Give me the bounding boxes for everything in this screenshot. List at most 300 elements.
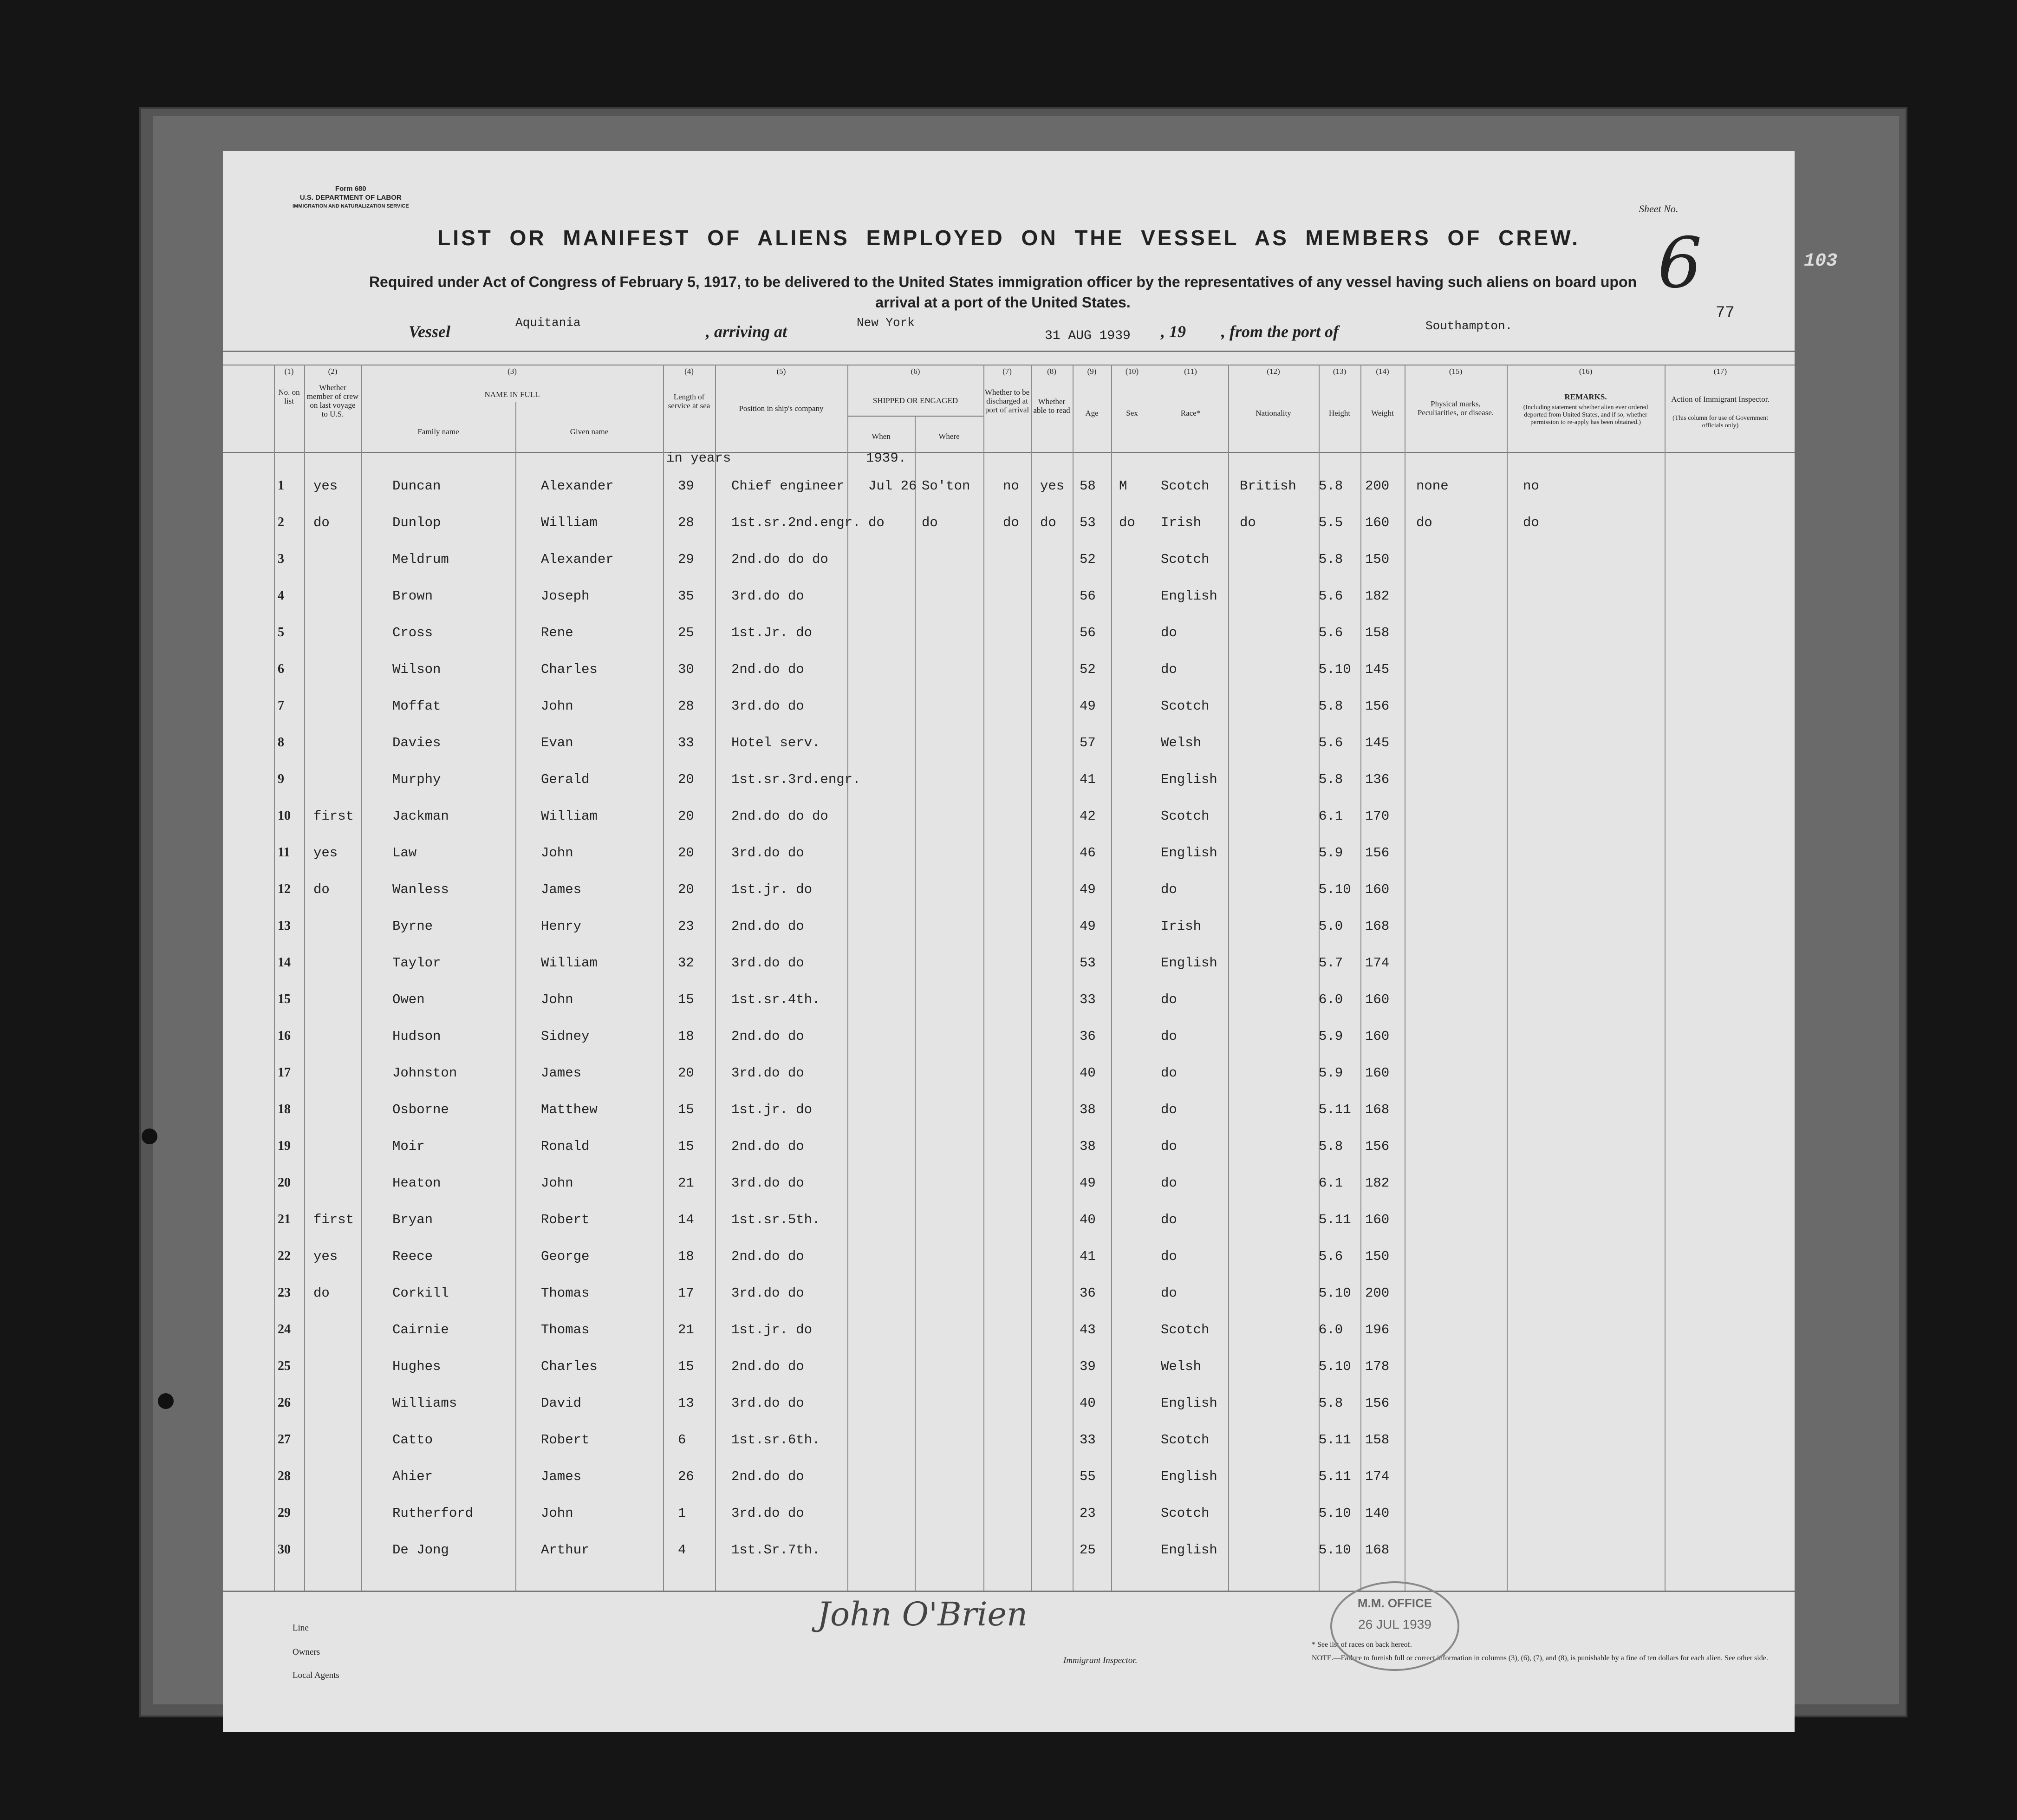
height-cell: 5.11	[1319, 1102, 1351, 1117]
age-cell: 58	[1080, 478, 1096, 494]
col-3-label: NAME IN FULL	[484, 390, 540, 399]
family-name-cell: Corkill	[392, 1285, 449, 1301]
column-rule	[515, 402, 516, 1591]
when-cell: do	[868, 515, 885, 530]
family-name-cell: Duncan	[392, 478, 441, 494]
service-cell: 15	[678, 992, 694, 1007]
height-cell: 5.8	[1319, 1396, 1343, 1411]
col-9-num: (9)	[1087, 367, 1097, 376]
col-6-when: When	[872, 432, 891, 441]
height-cell: 5.0	[1319, 919, 1343, 934]
position-cell: 2nd.do do	[731, 1249, 804, 1264]
service-cell: 32	[678, 955, 694, 971]
height-cell: 5.10	[1319, 1506, 1351, 1521]
age-cell: 53	[1080, 955, 1096, 971]
service-cell: 20	[678, 809, 694, 824]
given-name-cell: John	[541, 992, 573, 1007]
inspector-label: Immigrant Inspector.	[1063, 1656, 1138, 1665]
age-cell: 52	[1080, 662, 1096, 677]
column-rule	[1228, 365, 1229, 1591]
weight-cell: 168	[1365, 919, 1390, 934]
read-cell: do	[1040, 515, 1056, 530]
row-number: 12	[278, 882, 291, 896]
stamp-date: 26 JUL 1939	[1358, 1617, 1431, 1631]
family-name-cell: Osborne	[392, 1102, 449, 1117]
service-cell: 4	[678, 1542, 686, 1558]
family-name-cell: Hughes	[392, 1359, 441, 1374]
family-name-cell: Moir	[392, 1139, 425, 1154]
race-cell: Scotch	[1161, 809, 1210, 824]
age-cell: 56	[1080, 625, 1096, 640]
col-family-name: Family name	[417, 427, 459, 436]
row-number: 17	[278, 1065, 291, 1080]
col-16-label: REMARKS.	[1564, 392, 1607, 401]
family-name-cell: Moffat	[392, 698, 441, 714]
col-17-note: (This column for use of Government officials only)	[1672, 415, 1768, 429]
read-cell: yes	[1040, 478, 1065, 494]
col-6-where: Where	[938, 432, 960, 441]
col-7-label: Whether to be discharged at port of arrival	[984, 388, 1030, 414]
nationality-cell: British	[1240, 478, 1296, 494]
voyage-cell: first	[313, 1212, 354, 1227]
family-name-cell: Johnston	[392, 1065, 457, 1081]
column-rule	[663, 365, 664, 1591]
given-name-cell: Charles	[541, 1359, 598, 1374]
given-name-cell: James	[541, 1065, 582, 1081]
weight-cell: 158	[1365, 625, 1390, 640]
age-cell: 39	[1080, 1359, 1096, 1374]
race-cell: Welsh	[1161, 1359, 1202, 1374]
age-cell: 55	[1080, 1469, 1096, 1484]
service-cell: 6	[678, 1432, 686, 1448]
height-cell: 5.8	[1319, 772, 1343, 787]
row-number: 19	[278, 1139, 291, 1153]
col-10-num: (10)	[1125, 367, 1139, 376]
race-cell: English	[1161, 1469, 1217, 1484]
col-8-num: (8)	[1047, 367, 1056, 376]
race-cell: do	[1161, 1139, 1177, 1154]
rule	[223, 351, 1795, 352]
service-cell: 20	[678, 845, 694, 861]
row-number: 24	[278, 1322, 291, 1337]
position-cell: 3rd.do do	[731, 955, 804, 971]
height-cell: 5.9	[1319, 1065, 1343, 1081]
height-cell: 6.0	[1319, 992, 1343, 1007]
age-cell: 33	[1080, 1432, 1096, 1448]
col-1-label: No. on list	[278, 388, 300, 405]
given-name-cell: James	[541, 1469, 582, 1484]
position-cell: 2nd.do do	[731, 919, 804, 934]
family-name-cell: Brown	[392, 588, 433, 604]
rule	[847, 416, 983, 417]
manifest-subtitle: Required under Act of Congress of February 5, 1917, to be delivered to the United States immigration officer by the representatives of any vessel having such aliens on board upon arrival at a port of the United States.	[369, 274, 1637, 311]
family-name-cell: Catto	[392, 1432, 433, 1448]
given-name-cell: Alexander	[541, 478, 614, 494]
age-cell: 41	[1080, 1249, 1096, 1264]
col-14-label: Weight	[1371, 409, 1394, 417]
height-cell: 6.1	[1319, 1175, 1343, 1191]
family-name-cell: Davies	[392, 735, 441, 750]
family-name-cell: De Jong	[392, 1542, 449, 1558]
col-17-label: Action of Immigrant Inspector.	[1671, 395, 1770, 404]
row-number: 27	[278, 1432, 291, 1447]
age-cell: 36	[1080, 1285, 1096, 1301]
race-cell: English	[1161, 1396, 1217, 1411]
age-cell: 49	[1080, 882, 1096, 897]
age-cell: 53	[1080, 515, 1096, 530]
age-cell: 38	[1080, 1139, 1096, 1154]
voyage-cell: first	[313, 809, 354, 824]
weight-cell: 182	[1365, 588, 1390, 604]
position-cell: Hotel serv.	[731, 735, 820, 750]
given-name-cell: Robert	[541, 1432, 590, 1448]
weight-cell: 145	[1365, 735, 1390, 750]
column-rule	[1507, 365, 1508, 1591]
race-cell: Scotch	[1161, 1506, 1210, 1521]
race-cell: English	[1161, 955, 1217, 971]
age-cell: 57	[1080, 735, 1096, 750]
service-cell: 39	[678, 478, 694, 494]
col-15-num: (15)	[1449, 367, 1463, 376]
given-name-cell: Sidney	[541, 1029, 590, 1044]
height-cell: 5.6	[1319, 735, 1343, 750]
race-cell: Scotch	[1161, 1322, 1210, 1337]
height-cell: 5.8	[1319, 552, 1343, 567]
service-cell: 18	[678, 1029, 694, 1044]
races-note: * See list of races on back hereof.	[1312, 1641, 1412, 1649]
weight-cell: 200	[1365, 478, 1390, 494]
column-rule	[361, 365, 362, 1591]
from-port: Southampton.	[1425, 319, 1513, 333]
family-name-cell: Jackman	[392, 809, 449, 824]
row-number: 26	[278, 1396, 291, 1410]
position-cell: 3rd.do do	[731, 1285, 804, 1301]
position-cell: 2nd.do do	[731, 662, 804, 677]
given-name-cell: John	[541, 698, 573, 714]
weight-cell: 158	[1365, 1432, 1390, 1448]
given-name-cell: James	[541, 882, 582, 897]
service-cell: 14	[678, 1212, 694, 1227]
service-cell: 15	[678, 1359, 694, 1374]
year-label: , 19	[1161, 322, 1186, 341]
form-number: Form 680	[335, 185, 366, 193]
height-cell: 5.6	[1319, 625, 1343, 640]
row-number: 6	[278, 662, 284, 676]
row-number: 16	[278, 1029, 291, 1043]
height-cell: 5.10	[1319, 662, 1351, 677]
weight-cell: 160	[1365, 515, 1390, 530]
service-cell: 15	[678, 1102, 694, 1117]
row-number: 1	[278, 478, 284, 493]
col-2-label: Whether member of crew on last voyage to U.S.	[306, 383, 359, 418]
col-16-num: (16)	[1579, 367, 1593, 376]
voyage-cell: yes	[313, 845, 338, 861]
column-rule	[847, 365, 848, 1591]
family-name-cell: Reece	[392, 1249, 433, 1264]
position-cell: 3rd.do do	[731, 845, 804, 861]
agents-label: Local Agents	[293, 1670, 339, 1680]
age-cell: 49	[1080, 1175, 1096, 1191]
sex-cell: M	[1119, 478, 1127, 494]
given-name-cell: Henry	[541, 919, 582, 934]
col-16-note: (Including statement whether alien ever ordered deported from United States, and if so, whether permission to re-apply has been obtained.)	[1523, 404, 1648, 426]
column-rule	[915, 416, 916, 1591]
row-number: 13	[278, 919, 291, 933]
weight-cell: 174	[1365, 1469, 1390, 1484]
service-cell: 35	[678, 588, 694, 604]
col-5-num: (5)	[776, 367, 786, 376]
given-name-cell: Thomas	[541, 1322, 590, 1337]
service-units: in years	[666, 450, 731, 466]
service-cell: 20	[678, 882, 694, 897]
weight-cell: 150	[1365, 552, 1390, 567]
position-cell: 1st.sr.3rd.engr.	[731, 772, 861, 787]
row-number: 30	[278, 1542, 291, 1557]
row-number: 11	[278, 845, 290, 860]
row-number: 5	[278, 625, 284, 639]
position-cell: 1st.sr.5th.	[731, 1212, 820, 1227]
given-name-cell: Thomas	[541, 1285, 590, 1301]
given-name-cell: Matthew	[541, 1102, 598, 1117]
given-name-cell: William	[541, 809, 598, 824]
height-cell: 5.6	[1319, 588, 1343, 604]
age-cell: 52	[1080, 552, 1096, 567]
service-cell: 20	[678, 1065, 694, 1081]
family-name-cell: Owen	[392, 992, 425, 1007]
race-cell: do	[1161, 1102, 1177, 1117]
service-cell: 20	[678, 772, 694, 787]
weight-cell: 145	[1365, 662, 1390, 677]
sex-cell: do	[1119, 515, 1135, 530]
col-4-label: Length of service at sea	[668, 392, 710, 410]
row-number: 14	[278, 955, 291, 970]
given-name-cell: David	[541, 1396, 582, 1411]
discharged-cell: no	[1003, 478, 1019, 494]
row-number: 10	[278, 809, 291, 823]
col-17-num: (17)	[1713, 367, 1727, 376]
race-cell: do	[1161, 1175, 1177, 1191]
col-15-label: Physical marks, Peculiarities, or disease.	[1417, 399, 1494, 417]
row-number: 8	[278, 735, 284, 750]
given-name-cell: Arthur	[541, 1542, 590, 1558]
row-number: 3	[278, 552, 284, 566]
race-cell: do	[1161, 625, 1177, 640]
age-cell: 36	[1080, 1029, 1096, 1044]
col-12-num: (12)	[1267, 367, 1280, 376]
position-cell: 3rd.do do	[731, 1175, 804, 1191]
given-name-cell: George	[541, 1249, 590, 1264]
line-label: Line	[293, 1623, 309, 1633]
service-cell: 1	[678, 1506, 686, 1521]
height-cell: 6.1	[1319, 809, 1343, 824]
rule	[223, 1591, 1795, 1592]
height-cell: 5.11	[1319, 1212, 1351, 1227]
age-cell: 40	[1080, 1065, 1096, 1081]
column-rule	[1031, 365, 1032, 1591]
race-cell: do	[1161, 882, 1177, 897]
col-6-num: (6)	[911, 367, 920, 376]
row-number: 25	[278, 1359, 291, 1373]
column-rule	[1111, 365, 1112, 1591]
height-cell: 5.8	[1319, 478, 1343, 494]
vessel-label: Vessel	[409, 322, 450, 341]
when-cell: Jul 26	[868, 478, 917, 494]
voyage-cell: do	[313, 515, 330, 530]
column-rule	[1665, 365, 1666, 1591]
weight-cell: 160	[1365, 1212, 1390, 1227]
given-name-cell: Alexander	[541, 552, 614, 567]
family-name-cell: Rutherford	[392, 1506, 474, 1521]
race-cell: do	[1161, 662, 1177, 677]
position-cell: 3rd.do do	[731, 1506, 804, 1521]
service-cell: 29	[678, 552, 694, 567]
service-cell: 30	[678, 662, 694, 677]
service-cell: 25	[678, 625, 694, 640]
col-10-label: Sex	[1126, 409, 1138, 417]
race-cell: English	[1161, 1542, 1217, 1558]
stamp-office: M.M. OFFICE	[1357, 1596, 1432, 1610]
column-rule	[274, 365, 275, 1591]
race-cell: do	[1161, 1065, 1177, 1081]
sheet-label: Sheet No.	[1639, 203, 1679, 215]
position-cell: 2nd.do do	[731, 1029, 804, 1044]
family-name-cell: Meldrum	[392, 552, 449, 567]
position-cell: 3rd.do do	[731, 1396, 804, 1411]
given-name-cell: Ronald	[541, 1139, 590, 1154]
height-cell: 5.10	[1319, 882, 1351, 897]
weight-cell: 136	[1365, 772, 1390, 787]
position-cell: 1st.sr.2nd.engr.	[731, 515, 861, 530]
height-cell: 5.11	[1319, 1469, 1351, 1484]
race-cell: Irish	[1161, 515, 1202, 530]
family-name-cell: Wanless	[392, 882, 449, 897]
race-cell: do	[1161, 1029, 1177, 1044]
weight-cell: 170	[1365, 809, 1390, 824]
col-14-num: (14)	[1376, 367, 1389, 376]
weight-cell: 140	[1365, 1506, 1390, 1521]
row-number: 15	[278, 992, 291, 1006]
physical-cell: do	[1416, 515, 1432, 530]
height-cell: 5.9	[1319, 845, 1343, 861]
race-cell: English	[1161, 845, 1217, 861]
form-info	[293, 184, 409, 211]
height-cell: 5.5	[1319, 515, 1343, 530]
binder-hole	[158, 1393, 174, 1409]
given-name-cell: Gerald	[541, 772, 590, 787]
race-cell: English	[1161, 588, 1217, 604]
height-cell: 5.10	[1319, 1285, 1351, 1301]
manifest-sheet	[223, 151, 1795, 1732]
service-cell: 13	[678, 1396, 694, 1411]
given-name-cell: Robert	[541, 1212, 590, 1227]
row-number: 18	[278, 1102, 291, 1116]
height-cell: 5.11	[1319, 1432, 1351, 1448]
remarks-cell: do	[1523, 515, 1539, 530]
position-cell: 1st.sr.6th.	[731, 1432, 820, 1448]
position-cell: 1st.sr.4th.	[731, 992, 820, 1007]
given-name-cell: William	[541, 955, 598, 971]
height-cell: 5.8	[1319, 1139, 1343, 1154]
family-name-cell: Wilson	[392, 662, 441, 677]
col-13-num: (13)	[1333, 367, 1347, 376]
weight-cell: 160	[1365, 1029, 1390, 1044]
height-cell: 5.10	[1319, 1359, 1351, 1374]
weight-cell: 182	[1365, 1175, 1390, 1191]
col-5-label: Position in ship's company	[739, 404, 824, 413]
age-cell: 56	[1080, 588, 1096, 604]
sheet-number: 6	[1658, 223, 1702, 304]
column-rule	[304, 365, 305, 1591]
weight-cell: 150	[1365, 1249, 1390, 1264]
inspector-signature: John O'Brien	[817, 1595, 1028, 1633]
service-cell: 17	[678, 1285, 694, 1301]
height-cell: 5.6	[1319, 1249, 1343, 1264]
arrival-date: 31 AUG 1939	[1045, 329, 1131, 343]
family-name-cell: Heaton	[392, 1175, 441, 1191]
given-name-cell: John	[541, 1506, 573, 1521]
age-cell: 46	[1080, 845, 1096, 861]
weight-cell: 160	[1365, 992, 1390, 1007]
height-cell: 5.9	[1319, 1029, 1343, 1044]
given-name-cell: William	[541, 515, 598, 530]
position-cell: 1st.jr. do	[731, 1102, 813, 1117]
family-name-cell: Byrne	[392, 919, 433, 934]
column-rule	[715, 365, 716, 1591]
age-cell: 40	[1080, 1212, 1096, 1227]
column-rule	[983, 365, 984, 1591]
race-cell: Scotch	[1161, 478, 1210, 494]
race-cell: do	[1161, 1212, 1177, 1227]
discharged-cell: do	[1003, 515, 1019, 530]
arriving-port: New York	[857, 316, 915, 330]
row-number: 4	[278, 588, 284, 603]
col-7-num: (7)	[1002, 367, 1012, 376]
form-service: IMMIGRATION AND NATURALIZATION SERVICE	[293, 203, 409, 209]
where-cell: So'ton	[922, 478, 970, 494]
col-11-label: Race*	[1180, 409, 1201, 417]
from-port-label: , from the port of	[1221, 322, 1339, 341]
nationality-cell: do	[1240, 515, 1256, 530]
position-cell: 2nd.do do	[731, 1469, 804, 1484]
height-cell: 5.8	[1319, 698, 1343, 714]
row-number: 23	[278, 1285, 291, 1300]
race-cell: Scotch	[1161, 1432, 1210, 1448]
height-cell: 5.10	[1319, 1542, 1351, 1558]
row-number: 22	[278, 1249, 291, 1263]
race-cell: do	[1161, 1249, 1177, 1264]
age-cell: 25	[1080, 1542, 1096, 1558]
office-stamp	[1330, 1581, 1459, 1671]
service-cell: 23	[678, 919, 694, 934]
age-cell: 41	[1080, 772, 1096, 787]
arriving-label: , arriving at	[706, 322, 787, 341]
position-cell: 1st.Sr.7th.	[731, 1542, 820, 1558]
family-name-cell: Dunlop	[392, 515, 441, 530]
age-cell: 40	[1080, 1396, 1096, 1411]
shipped-year: 1939.	[866, 450, 907, 466]
given-name-cell: Charles	[541, 662, 598, 677]
col-11-num: (11)	[1184, 367, 1197, 376]
race-cell: Irish	[1161, 919, 1202, 934]
race-cell: English	[1161, 772, 1217, 787]
age-cell: 49	[1080, 919, 1096, 934]
col-9-label: Age	[1085, 409, 1099, 417]
family-name-cell: Murphy	[392, 772, 441, 787]
position-cell: Chief engineer	[731, 478, 845, 494]
penalty-note: NOTE.—Failure to furnish full or correct information in columns (3), (6), (7), and (8), is punishable by a fine of ten dollars for each alien. See other side.	[1312, 1654, 1768, 1662]
rule	[223, 452, 1795, 453]
race-cell: Welsh	[1161, 735, 1202, 750]
